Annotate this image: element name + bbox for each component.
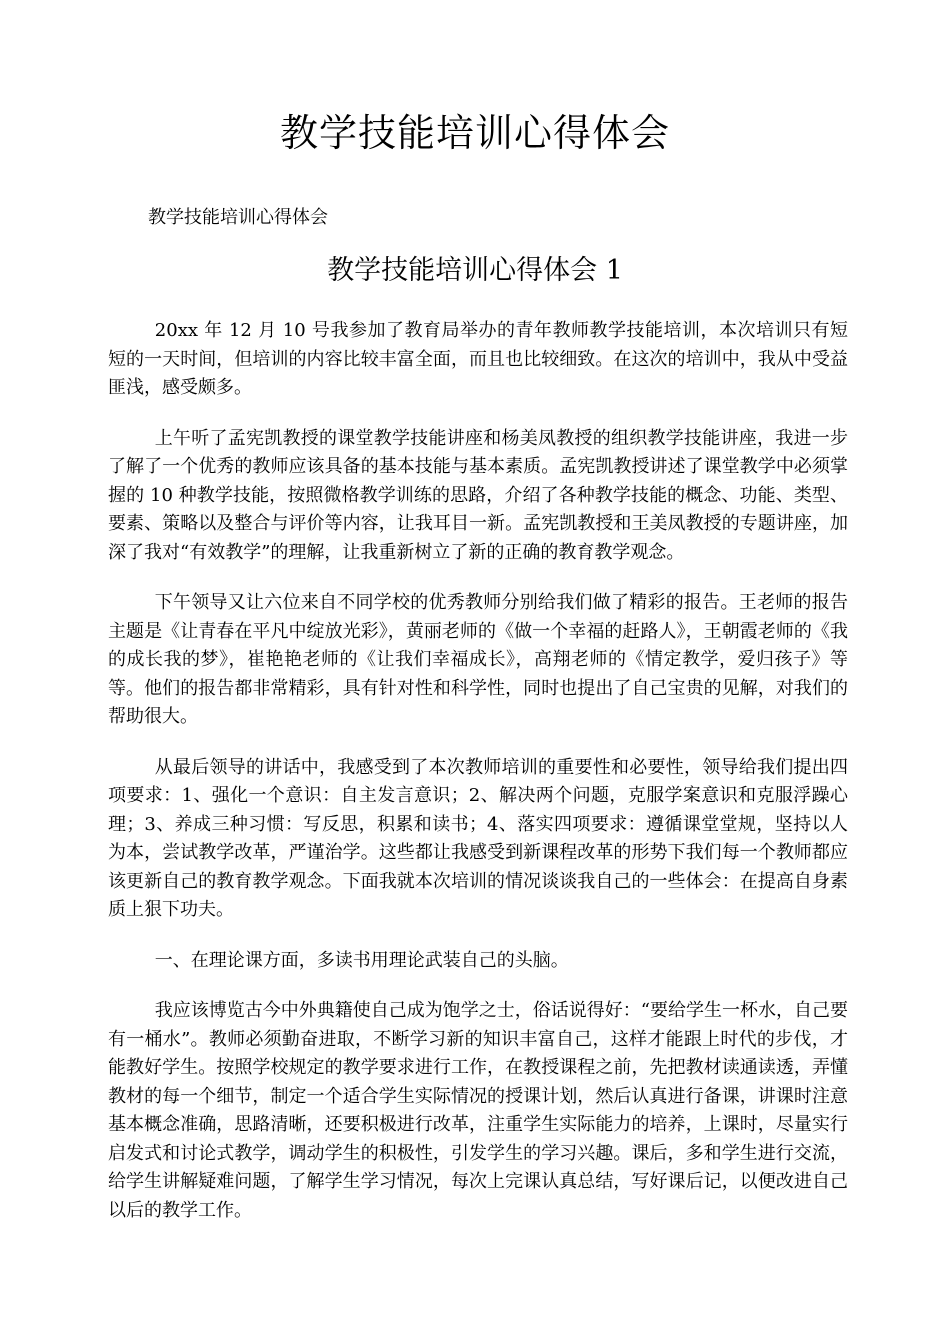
paragraph: 下午领导又让六位来自不同学校的优秀教师分别给我们做了精彩的报告。王老师的报告主题是《让青春在平凡中绽放光彩》，黄丽老师的《做一个幸福的赶路人》，王朝霞老师的《我的成长我的梦》，崔艳艳老师的《让我们幸福成长》，高翔老师的《情定教学，爱归孩子》等等。他们的报告都非常精彩，具有针对性和科学性，同时也提出了自己宝贵的见解，对我们的帮助很大。 [108, 592, 848, 727]
paragraph: 从最后领导的讲话中，我感受到了本次教师培训的重要性和必要性，领导给我们提出四项要求：1、强化一个意识：自主发言意识；2、解决两个问题，克服学案意识和克服浮躁心理；3、养成三种习惯：写反思，积累和读书；4、落实四项要求：遵循课堂堂规，坚持以人为本，尝试教学改革，严谨治学。这些都让我感受到新课程改革的形势下我们每一个教师都应该更新自己的教育教学观念。下面我就本次培训的情况谈谈我自己的一些体会：在提高自身素质上狠下功夫。 [108, 756, 848, 920]
document-body [108, 317, 848, 1247]
paragraph: 上午听了孟宪凯教授的课堂教学技能讲座和杨美凤教授的组织教学技能讲座，我进一步了解了一个优秀的教师应该具备的基本技能与基本素质。孟宪凯教授讲述了课堂教学中必须掌握的 10 种教学技能，按照微格教学训练的思路，介绍了各种教学技能的概念、功能、类型、要素、策略以及整合与评价等内容，让我耳目一新。孟宪凯教授和王美凤教授的专题讲座，加深了我对“有效教学”的理解，让我重新树立了新的正确的教育教学观念。 [108, 427, 848, 563]
section-title: 教学技能培训心得体会 1 [327, 255, 623, 286]
paragraph: 我应该博览古今中外典籍使自己成为饱学之士，俗话说得好：“要给学生一杯水，自己要有一桶水”。教师必须勤奋进取，不断学习新的知识丰富自己，这样才能跟上时代的步伐，才能教好学生。按照学校规定的教学要求进行工作，在教授课程之前，先把教材读通读透，弄懂教材的每一个细节，制定一个适合学生实际情况的授课计划，然后认真进行备课，讲课时注意基本概念准确，思路清晰，还要积极进行改革，注重学生实际能力的培养，上课时，尽量实行启发式和讨论式教学，调动学生的积极性，引发学生的学习兴趣。课后，多和学生进行交流，给学生讲解疑难问题，了解学生学习情况，每次上完课认真总结，写好课后记，以便改进自己以后的教学工作。 [108, 1000, 848, 1221]
document-subtitle: 教学技能培训心得体会 [148, 207, 328, 228]
paragraph: 一、在理论课方面，多读书用理论武装自己的头脑。 [154, 949, 569, 971]
page-title: 教学技能培训心得体会 [279, 111, 670, 155]
paragraph: 20xx 年 12 月 10 号我参加了教育局举办的青年教师教学技能培训，本次培训只有短短的一天时间，但培训的内容比较丰富全面，而且也比较细致。在这次的培训中，我从中受益匪浅，感受颇多。 [108, 320, 848, 398]
